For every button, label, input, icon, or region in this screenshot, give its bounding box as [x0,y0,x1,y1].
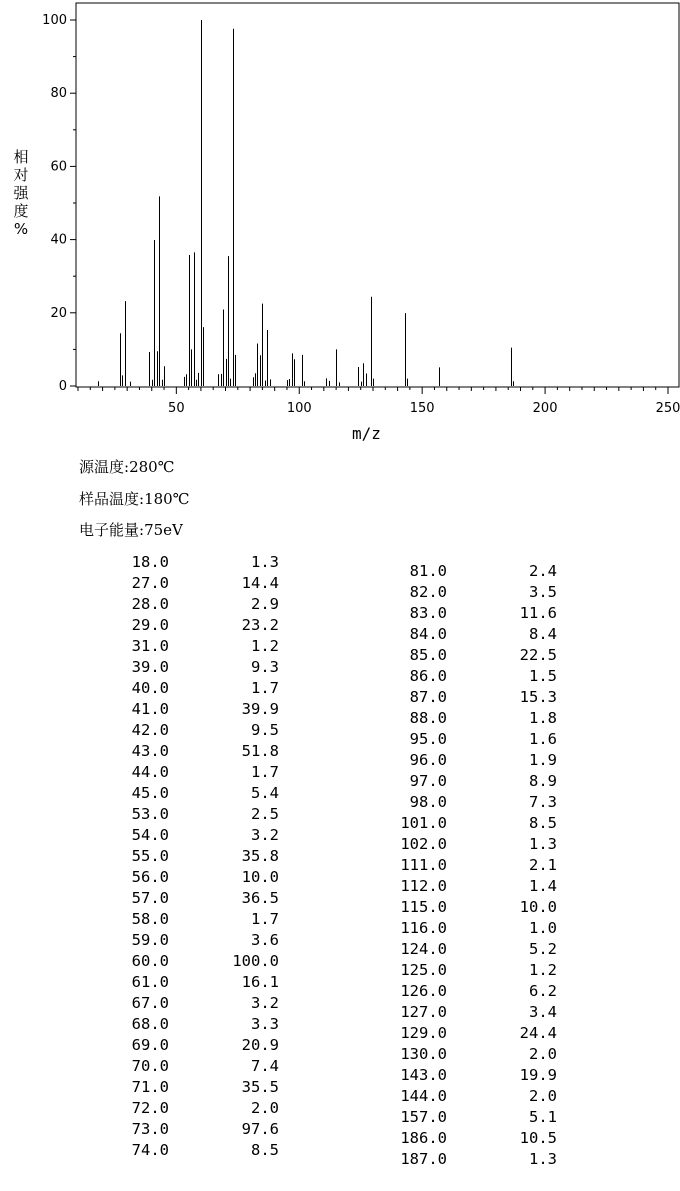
mz-value: 41.0 [131,700,169,718]
y-tick-label: 40 [50,232,67,248]
abundance-value: 1.3 [529,835,557,853]
abundance-value: 2.4 [529,562,557,580]
sample-temperature [79,488,189,509]
y-axis-label-char: 度 [13,202,29,220]
abundance-value: 7.4 [251,1057,279,1075]
abundance-value: 2.0 [251,1099,279,1117]
abundance-value: 1.4 [529,877,557,895]
sample-temperature-value: 180℃ [144,490,190,508]
mz-value: 95.0 [409,730,447,748]
abundance-value: 3.3 [251,1015,279,1033]
mz-value: 126.0 [400,982,447,1000]
abundance-value: 1.2 [529,961,557,979]
mz-value: 115.0 [400,898,447,916]
mz-value: 70.0 [131,1057,169,1075]
x-tick-label: 50 [168,401,185,416]
mz-value: 143.0 [400,1066,447,1084]
y-axis-label-char: % [13,220,29,238]
abundance-value: 36.5 [241,889,279,907]
abundance-value: 9.5 [251,721,279,739]
abundance-value: 5.2 [529,940,557,958]
x-axis-label: m/z [352,424,381,443]
mz-value: 55.0 [131,847,169,865]
mz-value: 82.0 [409,583,447,601]
mz-value: 68.0 [131,1015,169,1033]
abundance-value: 11.6 [519,604,557,622]
y-axis-label-char: 对 [13,166,29,184]
mz-value: 28.0 [131,595,169,613]
mz-value: 61.0 [131,973,169,991]
mz-value: 54.0 [131,826,169,844]
abundance-value: 2.9 [251,595,279,613]
mz-value: 43.0 [131,742,169,760]
abundance-value: 2.0 [529,1087,557,1105]
y-axis-label-char: 强 [13,184,29,202]
mz-value: 45.0 [131,784,169,802]
mz-value: 84.0 [409,625,447,643]
abundance-value: 1.6 [529,730,557,748]
mz-value: 74.0 [131,1141,169,1159]
abundance-value: 3.4 [529,1003,557,1021]
abundance-value: 5.4 [251,784,279,802]
y-tick-label: 100 [42,13,67,28]
abundance-value: 16.1 [241,973,279,991]
abundance-value: 24.4 [519,1024,557,1042]
y-tick-label: 60 [50,159,67,175]
abundance-value: 100.0 [232,952,279,970]
y-axis-label [11,148,31,238]
mz-value: 186.0 [400,1129,447,1147]
source-temperature-value: 280℃ [129,458,175,476]
abundance-value: 9.3 [251,658,279,676]
mz-value: 72.0 [131,1099,169,1117]
mz-value: 125.0 [400,961,447,979]
abundance-value: 1.7 [251,763,279,781]
mz-value: 96.0 [409,751,447,769]
abundance-value: 8.5 [251,1141,279,1159]
abundance-value: 3.5 [529,583,557,601]
mz-value: 31.0 [131,637,169,655]
mz-value: 187.0 [400,1150,447,1168]
x-axis [78,387,680,416]
mz-value: 129.0 [400,1024,447,1042]
abundance-value: 1.8 [529,709,557,727]
abundance-value: 1.9 [529,751,557,769]
abundance-value: 8.4 [529,625,557,643]
x-tick-label: 150 [409,401,435,416]
mz-value: 42.0 [131,721,169,739]
abundance-value: 23.2 [241,616,279,634]
abundance-value: 2.1 [529,856,557,874]
mz-value: 18.0 [131,553,169,571]
mz-value: 71.0 [131,1078,169,1096]
abundance-value: 8.5 [529,814,557,832]
abundance-value: 1.5 [529,667,557,685]
abundance-value: 51.8 [241,742,279,760]
mz-value: 88.0 [409,709,447,727]
abundance-value: 2.5 [251,805,279,823]
mz-value: 40.0 [131,679,169,697]
mz-value: 58.0 [131,910,169,928]
y-axis [42,13,76,394]
mz-value: 98.0 [409,793,447,811]
mz-value: 157.0 [400,1108,447,1126]
mz-value: 124.0 [400,940,447,958]
abundance-value: 8.9 [529,772,557,790]
electron-energy-label: 电子能量: [79,521,145,539]
peak-table-left [122,552,292,1172]
mz-value: 85.0 [409,646,447,664]
mz-value: 130.0 [400,1045,447,1063]
mz-value: 144.0 [400,1087,447,1105]
plot-frame [76,3,679,387]
abundance-value: 3.2 [251,994,279,1012]
sample-temperature-label: 样品温度: [79,490,145,508]
mz-value: 29.0 [131,616,169,634]
abundance-value: 3.2 [251,826,279,844]
abundance-value: 1.3 [529,1150,557,1168]
mz-value: 73.0 [131,1120,169,1138]
abundance-value: 10.5 [519,1129,557,1147]
mz-value: 57.0 [131,889,169,907]
abundance-value: 1.2 [251,637,279,655]
mz-value: 56.0 [131,868,169,886]
abundance-value: 10.0 [241,868,279,886]
mz-value: 44.0 [131,763,169,781]
mass-spectrum-chart [0,0,680,450]
y-tick-label: 20 [50,305,67,321]
abundance-value: 22.5 [519,646,557,664]
mz-value: 97.0 [409,772,447,790]
mz-value: 116.0 [400,919,447,937]
mz-value: 86.0 [409,667,447,685]
mz-value: 53.0 [131,805,169,823]
mz-value: 83.0 [409,604,447,622]
x-tick-label: 250 [655,401,680,416]
spectrum-peaks [99,20,514,386]
abundance-value: 7.3 [529,793,557,811]
x-tick-label: 200 [532,401,558,416]
y-tick-label: 80 [50,86,67,102]
abundance-value: 2.0 [529,1045,557,1063]
abundance-value: 6.2 [529,982,557,1000]
abundance-value: 1.7 [251,679,279,697]
mz-value: 87.0 [409,688,447,706]
abundance-value: 1.3 [251,553,279,571]
mz-value: 112.0 [400,877,447,895]
mz-value: 39.0 [131,658,169,676]
electron-energy-value: 75eV [144,521,183,539]
mz-value: 111.0 [400,856,447,874]
abundance-value: 10.0 [519,898,557,916]
abundance-value: 35.8 [241,847,279,865]
source-temperature [79,456,174,477]
x-tick-label: 100 [286,401,312,416]
mz-value: 60.0 [131,952,169,970]
mz-value: 101.0 [400,814,447,832]
mz-value: 27.0 [131,574,169,592]
abundance-value: 5.1 [529,1108,557,1126]
abundance-value: 1.0 [529,919,557,937]
electron-energy [79,519,183,540]
abundance-value: 35.5 [241,1078,279,1096]
mz-value: 67.0 [131,994,169,1012]
mz-value: 127.0 [400,1003,447,1021]
abundance-value: 3.6 [251,931,279,949]
y-axis-label-char: 相 [13,148,29,166]
abundance-value: 39.9 [241,700,279,718]
mz-value: 81.0 [409,562,447,580]
abundance-value: 14.4 [241,574,279,592]
source-temperature-label: 源温度: [79,458,130,476]
abundance-value: 97.6 [241,1120,279,1138]
mz-value: 69.0 [131,1036,169,1054]
abundance-value: 20.9 [241,1036,279,1054]
peak-table-right [400,561,570,1181]
abundance-value: 19.9 [519,1066,557,1084]
abundance-value: 15.3 [519,688,557,706]
mz-value: 102.0 [400,835,447,853]
abundance-value: 1.7 [251,910,279,928]
y-tick-label: 0 [58,379,67,394]
mz-value: 59.0 [131,931,169,949]
